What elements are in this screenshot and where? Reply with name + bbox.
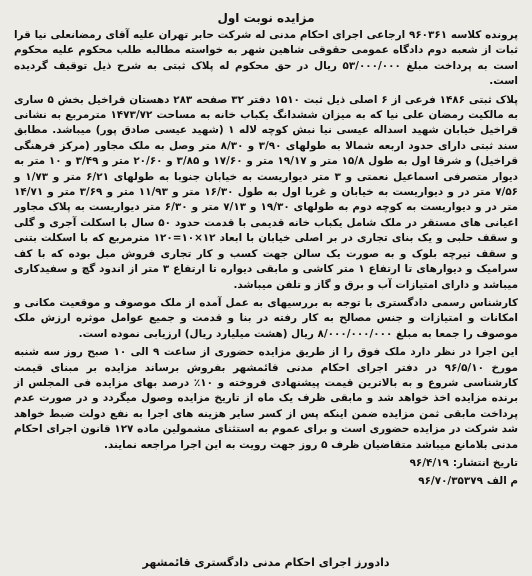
notice-paragraph-property: پلاک ثبتی ۱۴۸۶ فرعی از ۶ اصلی ذیل ثبت ۱۵۱۰ دفتر ۳۲ صفحه ۲۸۳ دهستان قراخیل بخش ۵ ساری به مالکیت رمضان علی نیا که به میزان ششدانگ یکباب خانه به مساحت ۱۴۷۳/۷۲ مترمربع به نشانی قراخیل خیابان شهید اسداله عیسی نیا نبش کوچه لاله ۱ (شهید عیسی صادق پور) میباشد. مطابق سند ثبتی دارای حدود اربعه شمالا به طولهای ۳/۹۰ و ۸/۳۰ متر وصل به ملک مجاور (مرکز فرهنگی قراخیل) و شرقا اول به طول ۱۵/۸ متر و ۱۹/۱۷ متر و ۱۷/۶۰ و ۳/۸۵ و ۲۰/۶۰ متر و ۳/۴۹ و ۱۰ متر به دیوار متصرفی اسماعیل نعمتی و ۳ متر دیواریست به خیابان جنوبا به طولهای ۶/۲۱ متر و ۱/۷۳ و ۷/۵۶ متر در و دیواریست به خیابان و غربا اول به طول ۱۶/۳۰ متر و ۱۱/۹۳ متر و ۳/۶۹ متر و ۱۴/۷۱ متر در و دیواریست به کوچه دوم به طولهای ۱۹/۳۰ و ۷/۱۳ متر و ۶/۳۰ متر دیواریست به پلاک مجاور اعیانی های مستقر در ملک شامل یکباب خانه قدیمی با قدمت حدود ۵۰ سال با اسکلت آجری و گلی و سقف حلبی و یک بنای تجاری در بر اصلی خیابان با ابعاد ۱۲×۱۰=۱۲۰ مترمربع که با اسکلت بتنی و سقف تیرچه بلوک و به صورت یک سالن جهت کسب و کار تجاری فروش مبل بوده که با کف سرامیک و دیوارهای تا ارتفاع ۱ متر کاشی و مابقی دیواره تا ارتفاع ۳ متر از اندود گچ و سفیدکاری میباشد و دارای امتیازات آب و برق و گاز و تلفن میباشد. [14,93,519,291]
notice-title: مزایده نوبت اول [217,11,315,25]
notice-signature: دادورز اجرای احکام مدنی دادگستری قائمشهر [142,556,390,569]
notice-paragraph-auction: این اجرا در نظر دارد ملک فوق را از طریق مزایده حضوری از ساعت ۹ الی ۱۰ صبح روز سه شنبه مورخ ۹۶/۵/۱۰ در دفتر اجرای احکام مدنی قائمشهر بفروش برساند مزایده بر مبنای قیمت کارشناسی شروع و به بالاترین قیمت پیشنهادی فروخته و ۱۰٪ درصد بهای مزایده فی المجلس از برنده مزایده اخذ خواهد شد و مابقی ظرف یک ماه از تاریخ مزایده وصول میگردد و در صورت عدم پرداخت مابقی ثمن مزایده ضمن اینکه پس از کسر سایر هزینه های اجرا به نفع دولت ضبط خواهد شد شرکت در مزایده حضوری است و برای عموم به استثنای مشمولین ماده ۱۲۷ قانون اجرای احکام مدنی بلامانع میباشد متقاضیان ظرف ۵ روز جهت رویت به این اجرا مراجعه نمایند. [14,346,519,451]
notice-paragraph-appraisal: کارشناس رسمی دادگستری با توجه به بررسیهای به عمل آمده از ملک موصوف و موقعیت مکانی و امکانات و امتیازات و جنس مصالح به کار رفته در بنا و قدمت و جمیع عوامل موثره ارزش ملک موصوف را جمعا به مبلغ ۸/۰۰۰/۰۰۰/۰۰۰ ریال (هشت میلیارد ریال) ارزیابی نموده است. [14,296,518,340]
publish-date-line [14,456,518,471]
reference-line [14,474,518,489]
publish-date-label: تاریخ انتشار: [452,456,518,469]
reference-number: ۹۶/۷۰/۳۵۳۷۹ [418,474,483,487]
notice-paragraph-case: پرونده کلاسه ۹۶۰۳۶۱ ارجاعی اجرای احکام مدنی له شرکت حابر تهران علیه آقای رمضانعلی نیا قرا ثبات از شعبه دوم دادگاه عمومی حقوقی شاهین شهر به خواسته مطالبه طلب محکوم علیه محکوم است به پرداخت مبلغ ۵۳/۰۰۰/۰۰۰ ریال در حق محکوم له پلاک ثبتی به شرح ذیل توقیف گردیده است. [14,29,518,88]
reference-label: م الف [486,474,518,487]
publish-date: ۹۶/۴/۱۹ [409,456,449,469]
